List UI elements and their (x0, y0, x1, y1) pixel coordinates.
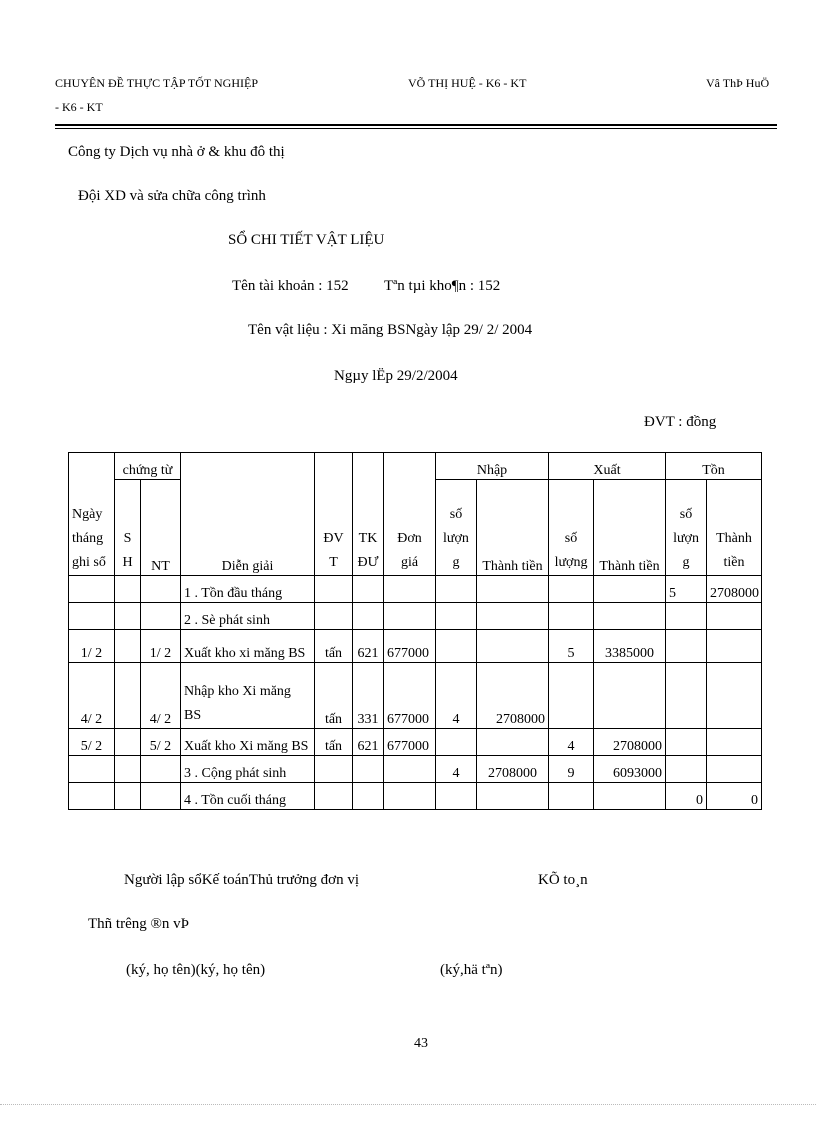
ledger-table (68, 452, 762, 810)
header-import-qty: số lượn g (436, 480, 477, 576)
table-row: 4/ 2 4/ 2 Nhập kho Xi măng BS tấn 331 677000 4 2708000 (69, 663, 762, 729)
table-row: 5/ 2 5/ 2 Xuất kho Xi măng BS tấn 621 677000 4 2708000 (69, 729, 762, 756)
header-export: Xuất (549, 453, 666, 480)
header-rule-thin (55, 128, 777, 129)
team-name: Đội XD và sửa chữa công trình (78, 188, 266, 204)
table-row: 1 . Tồn đầu tháng 5 2708000 (69, 576, 762, 603)
header-export-qty: số lượng (549, 480, 594, 576)
header-stock: Tồn (666, 453, 762, 480)
header-sh: S H (115, 480, 141, 576)
header-price: Đơn giá (384, 480, 436, 576)
table-row: 1/ 2 1/ 2 Xuất kho xi măng BS tấn 621 677000 5 3385000 (69, 630, 762, 663)
header-stock-qty: số lượn g (666, 480, 707, 576)
header-tkdu: TK ĐƯ (353, 480, 384, 576)
signature-sign-right: (ký,hä tªn) (440, 962, 503, 978)
header-stock-amount: Thành tiền (707, 480, 762, 576)
header-dvt: ĐV T (315, 480, 353, 576)
page-number: 43 (414, 1036, 428, 1051)
signature-titles: Người lập sổKế toánThủ trưởng đơn vị (124, 872, 360, 888)
header-right: Vâ ThÞ HuÖ (706, 76, 770, 90)
header-rule-thick (55, 124, 777, 126)
table-header-row-1 (69, 453, 762, 480)
header-left-line1: CHUYÊN ĐỀ THỰC TẬP TỐT NGHIỆP (55, 76, 258, 90)
signature-sign-left: (ký, họ tên)(ký, họ tên) (126, 962, 266, 978)
footer-rule (0, 1104, 816, 1105)
warehouse-account: Tªn tµi kho¶n : 152 (384, 278, 501, 294)
header-import-amount: Thành tiền (477, 480, 549, 576)
signature-head: Thñ trêng ®n vÞ (88, 916, 189, 932)
table-header-row-2 (69, 480, 762, 576)
account-name: Tên tài khoản : 152 (232, 278, 349, 294)
signature-accountant: KÕ to¸n (538, 872, 588, 888)
table-row: 3 . Cộng phát sinh 4 2708000 9 6093000 (69, 756, 762, 783)
table-row: 4 . Tồn cuối tháng 0 0 (69, 783, 762, 810)
header-import: Nhập (436, 453, 549, 480)
header-date: Ngày tháng ghi sổ (69, 480, 115, 576)
page-title: SỔ CHI TIẾT VẬT LIỆU (228, 232, 385, 248)
header-voucher: chứng từ (115, 453, 181, 480)
unit-label: ĐVT : đồng (644, 414, 717, 430)
header-left-line2: - K6 - KT (55, 100, 103, 114)
header-export-amount: Thành tiền (594, 480, 666, 576)
company-name: Công ty Dịch vụ nhà ở & khu đô thị (68, 144, 285, 160)
header-nt: NT (141, 480, 181, 576)
date-line: Ngµy lËp 29/2/2004 (334, 368, 458, 384)
header-desc: Diễn giải (181, 480, 315, 576)
table-row: 2 . Sè phát sinh (69, 603, 762, 630)
material-name: Tên vật liệu : Xi măng BSNgày lập 29/ 2/ 2004 (248, 322, 533, 338)
header-center: VÕ THỊ HUỆ - K6 - KT (408, 76, 527, 90)
